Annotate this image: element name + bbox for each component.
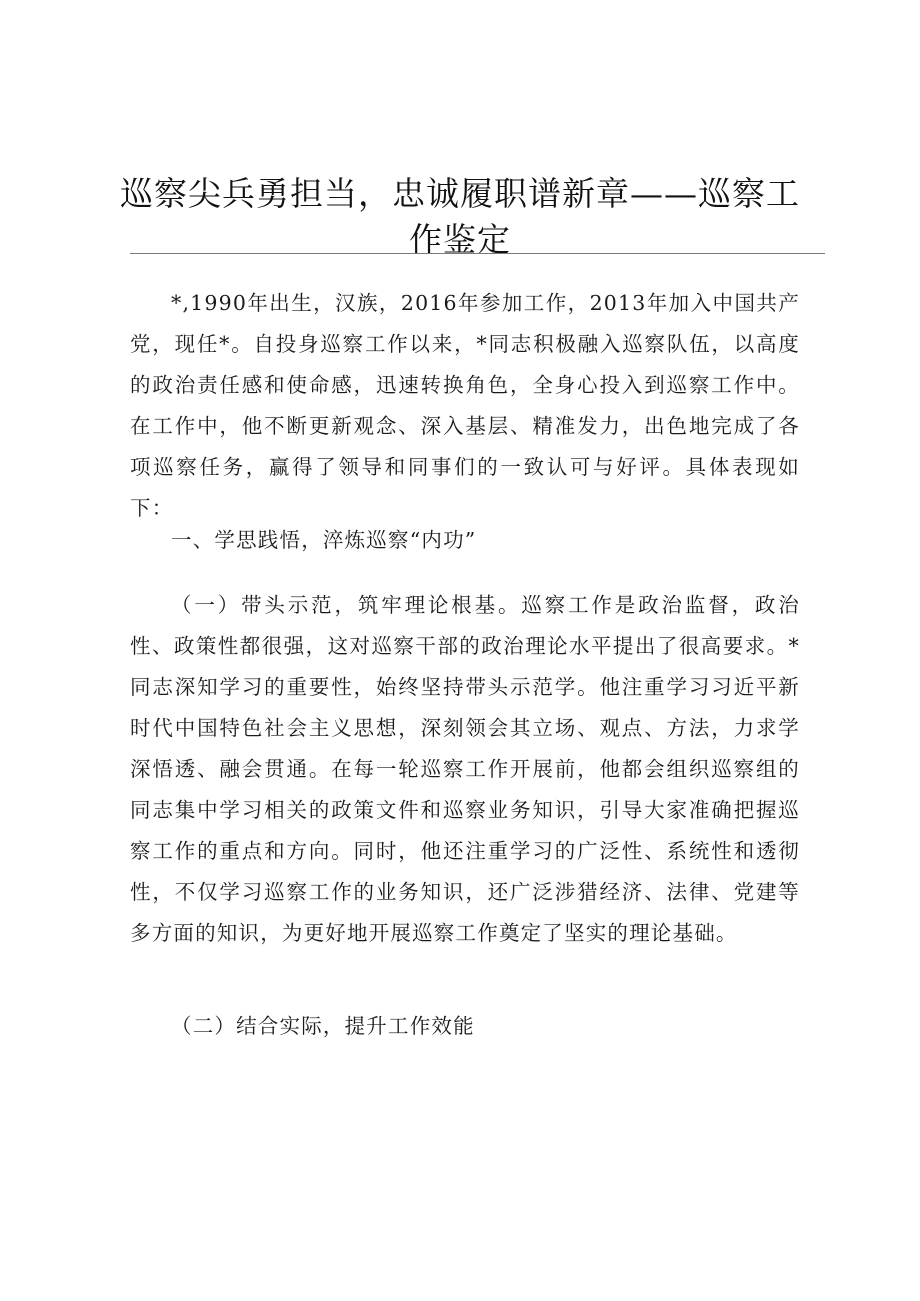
section-1-paragraph: （一）带头示范，筑牢理论根基。巡察工作是政治监督，政治性、政策性都很强，这对巡察干部的政治理论水平提出了很高要求。*同志深知学习的重要性，始终坚持带头示范学。他注重学习习近平新时代中国特色社会主义思想，深刻领会其立场、观点、方法，力求学深悟透、融会贯通。在每一轮巡察工作开展前，他都会组织巡察组的同志集中学习相关的政策文件和巡察业务知识，引导大家准确把握巡察工作的重点和方向。同时，他还注重学习的广泛性、系统性和透彻性，不仅学习巡察工作的业务知识，还广泛涉猎经济、法律、党建等多方面的知识，为更好地开展巡察工作奠定了坚实的理论基础。 bbox=[130, 593, 800, 945]
section-heading-1: 一、学思践悟，淬炼巡察“内功” bbox=[171, 528, 477, 552]
section-heading-2: （二）结合实际，提升工作效能 bbox=[171, 1014, 475, 1038]
title-divider bbox=[130, 253, 825, 254]
intro-paragraph: *,1990年出生，汉族，2016年参加工作，2013年加入中国共产党，现任*。自投身巡察工作以来，*同志积极融入巡察队伍，以高度的政治责任感和使命感，迅速转换角色，全身心投入到巡察工作中。在工作中，他不断更新观念、深入基层、精准发力，出色地完成了各项巡察任务，赢得了领导和同事们的一致认可与好评。具体表现如下： bbox=[130, 291, 800, 520]
document-title-line-1: 巡察尖兵勇担当，忠诚履职谱新章——巡察工 bbox=[120, 174, 800, 213]
document-title-line-2: 作鉴定 bbox=[409, 220, 511, 259]
